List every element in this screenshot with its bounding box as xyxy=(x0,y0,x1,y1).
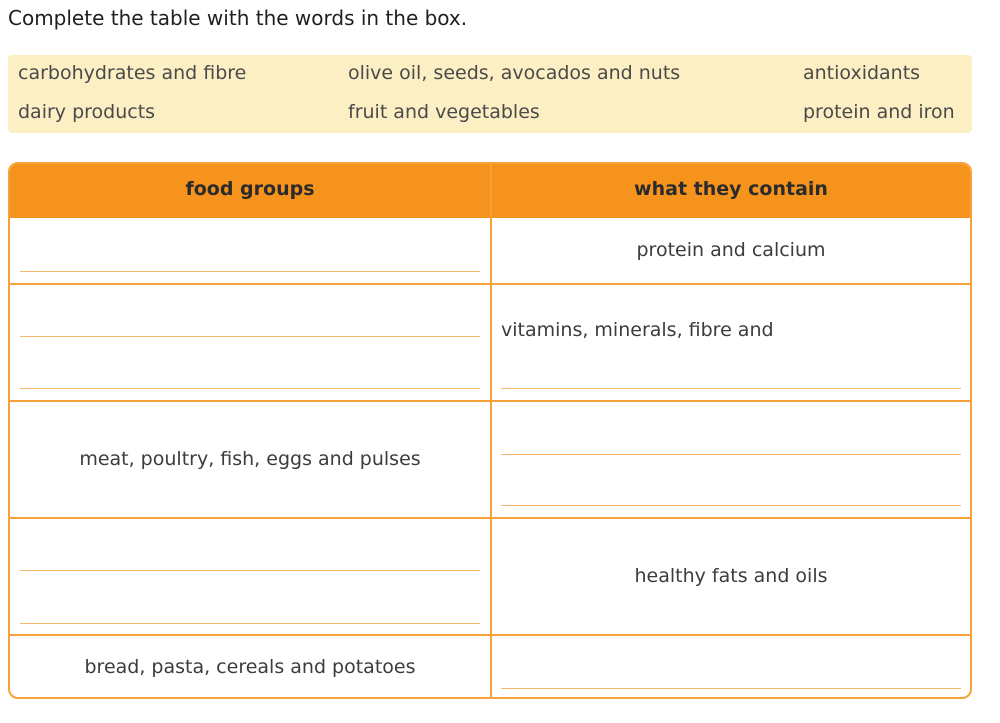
row-divider xyxy=(10,517,970,519)
answer-blank[interactable] xyxy=(20,388,480,389)
answer-blank[interactable] xyxy=(501,505,961,506)
answer-blank[interactable] xyxy=(20,271,480,272)
table-cell-food-group: meat, poultry, fish, eggs and pulses xyxy=(79,448,421,470)
row-divider xyxy=(10,400,970,402)
word-box-item[interactable]: protein and iron xyxy=(803,101,955,123)
row-divider xyxy=(10,283,970,285)
word-box-item[interactable]: antioxidants xyxy=(803,62,921,84)
answer-blank[interactable] xyxy=(501,688,961,689)
word-box-item[interactable]: dairy products xyxy=(18,101,156,123)
answer-blank[interactable] xyxy=(501,388,961,389)
row-divider xyxy=(10,634,970,636)
instruction-text: Complete the table with the words in the box. xyxy=(8,6,468,30)
word-box-item[interactable]: olive oil, seeds, avocados and nuts xyxy=(348,62,681,84)
word-box xyxy=(8,55,972,133)
header-what-they-contain: what they contain xyxy=(634,178,828,200)
header-food-groups: food groups xyxy=(185,178,315,200)
answer-blank[interactable] xyxy=(501,454,961,455)
table-cell-contains: vitamins, minerals, fibre and xyxy=(501,319,774,341)
table-cell-food-group: bread, pasta, cereals and potatoes xyxy=(84,656,416,678)
table-cell-contains: protein and calcium xyxy=(636,239,826,261)
food-table xyxy=(8,162,972,699)
answer-blank[interactable] xyxy=(20,623,480,624)
word-box-item[interactable]: fruit and vegetables xyxy=(348,101,540,123)
answer-blank[interactable] xyxy=(20,570,480,571)
word-box-item[interactable]: carbohydrates and fibre xyxy=(18,62,247,84)
table-cell-contains: healthy fats and oils xyxy=(634,565,828,587)
answer-blank[interactable] xyxy=(20,336,480,337)
